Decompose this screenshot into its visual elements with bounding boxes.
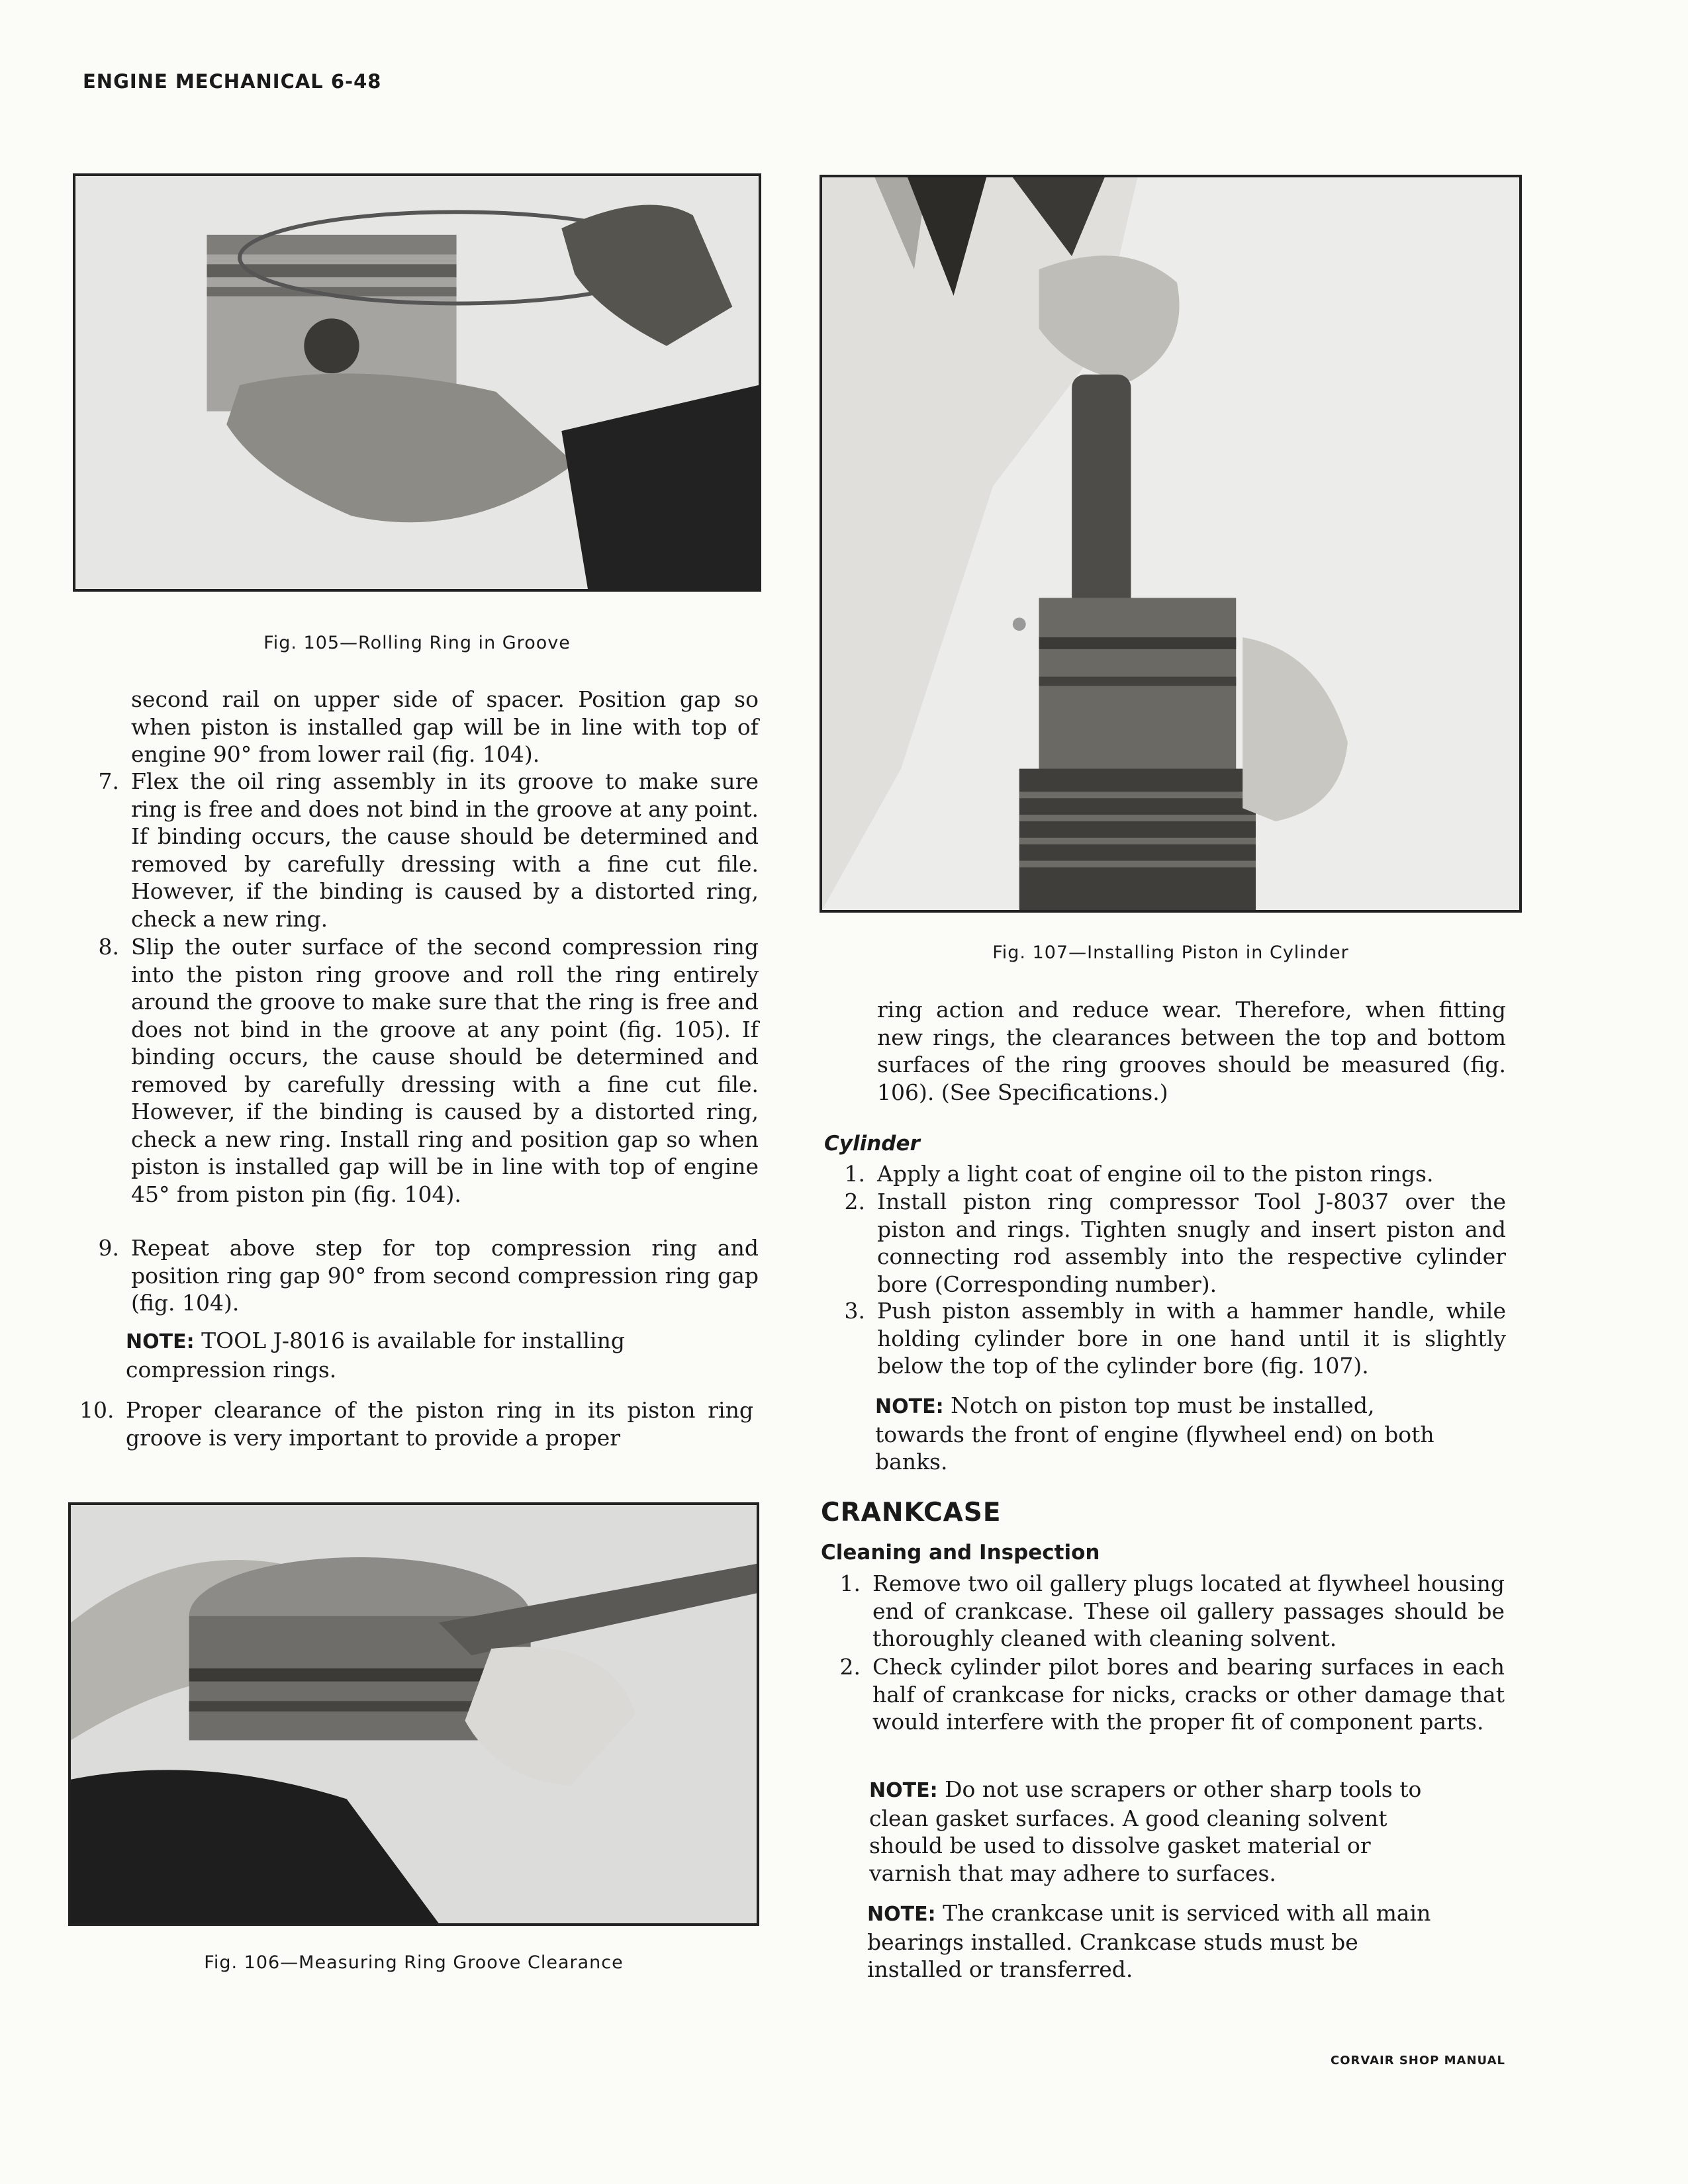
cylinder-step-2 xyxy=(844,1188,1506,1298)
left-note xyxy=(126,1327,708,1383)
step-number: 10. xyxy=(79,1397,115,1423)
page-header: ENGINE MECHANICAL 6-48 xyxy=(83,70,382,93)
fig-107-caption: Fig. 107—Installing Piston in Cylinder xyxy=(992,942,1349,963)
step-9 xyxy=(98,1234,759,1317)
note-text: Notch on piston top must be installed, towards the front of engine (flywheel end) on both banks. xyxy=(875,1392,1434,1475)
note-label: NOTE: xyxy=(126,1330,195,1353)
fig-107-photo xyxy=(820,175,1522,913)
step-number: 3. xyxy=(844,1298,865,1324)
step-text: Proper clearance of the piston ring in its piston ring groove is very important to provide a proper xyxy=(126,1397,753,1451)
step-text: Remove two oil gallery plugs located at flywheel housing end of crankcase. These oil gallery passages should be thoroughly cleaned with cleaning solvent. xyxy=(872,1570,1505,1651)
fig-105-caption: Fig. 105—Rolling Ring in Groove xyxy=(263,633,571,653)
note-text: Do not use scrapers or other sharp tools to clean gasket surfaces. A good cleaning solvent should be used to dissolve gasket material or varnish that may adhere to surfaces. xyxy=(869,1776,1422,1886)
step-10 xyxy=(79,1396,753,1451)
step-text: Push piston assembly in with a hammer handle, while holding cylinder bore in one hand until it is slightly below the top of the cylinder bore (fig. 107). xyxy=(877,1298,1506,1379)
note-label: NOTE: xyxy=(867,1903,936,1926)
step-text: Install piston ring compressor Tool J-8037 over the piston and rings. Tighten snugly and insert piston and connecting rod assembly into the respective cylinder bore (Corresponding number). xyxy=(877,1189,1506,1297)
step-8 xyxy=(98,933,759,1208)
cylinder-step-3 xyxy=(844,1297,1506,1380)
crankcase-note-1 xyxy=(869,1776,1452,1887)
crankcase-step-1 xyxy=(839,1570,1505,1653)
left-continued-text: second rail on upper side of spacer. Position gap so when piston is installed gap will be in line with top of engine 90° from lower rail (fig. 104). xyxy=(131,686,759,767)
step-text: Check cylinder pilot bores and bearing surfaces in each half of crankcase for nicks, cracks or other damage that would interfere with the proper fit of component parts. xyxy=(872,1654,1505,1735)
note-label: NOTE: xyxy=(869,1779,938,1802)
step-number: 2. xyxy=(839,1654,861,1680)
step-number: 2. xyxy=(844,1189,865,1214)
step-text: Apply a light coat of engine oil to the piston rings. xyxy=(877,1161,1434,1187)
step-number: 8. xyxy=(98,934,119,960)
step-text: Slip the outer surface of the second compression ring into the piston ring groove and roll the ring entirely around the groove to make sure that the ring is free and does not bind in the groove at any point (fig. 105). If binding occurs, the cause should be determined and removed by carefully dressing with a fine cut file. However, if the binding is caused by a distorted ring, check a new ring. Install ring and position gap so when piston is installed gap will be in line with top of engine 45° from piston pin (fig. 104). xyxy=(131,934,759,1207)
step-number: 1. xyxy=(839,1570,861,1596)
note-text: TOOL J-8016 is available for installing compression rings. xyxy=(126,1328,625,1383)
step-number: 1. xyxy=(844,1161,865,1187)
step-number: 7. xyxy=(98,768,119,794)
cylinder-step-1 xyxy=(844,1160,1506,1188)
fig-106-caption: Fig. 106—Measuring Ring Groove Clearance xyxy=(204,1952,624,1973)
cylinder-heading: Cylinder xyxy=(824,1132,920,1156)
step-7 xyxy=(98,768,759,933)
note-label: NOTE: xyxy=(875,1395,944,1418)
cylinder-note xyxy=(875,1392,1458,1476)
crankcase-step-2 xyxy=(839,1653,1505,1736)
step-text: Flex the oil ring assembly in its groove to make sure ring is free and does not bind in the groove at any point. If binding occurs, the cause should be determined and removed by carefully dressing with a fine cut file. However, if the binding is caused by a distorted ring, check a new ring. xyxy=(131,768,759,932)
crankcase-note-2 xyxy=(867,1899,1450,1983)
fig-106-photo xyxy=(68,1502,759,1926)
right-continued-text: ring action and reduce wear. Therefore, when fitting new rings, the clearances between the top and bottom surfaces of the ring grooves should be measured (fig. 106). (See Specifications.) xyxy=(877,997,1506,1105)
step-number: 9. xyxy=(98,1235,119,1261)
fig-105-photo xyxy=(73,173,761,592)
note-text: The crankcase unit is serviced with all main bearings installed. Crankcase studs must be installed or transferred. xyxy=(867,1900,1431,1982)
cleaning-inspection-heading: Cleaning and Inspection xyxy=(821,1541,1100,1565)
step-text: Repeat above step for top compression ring and position ring gap 90° from second compression ring gap (fig. 104). xyxy=(131,1235,759,1316)
page-footer: CORVAIR SHOP MANUAL xyxy=(1331,2054,1505,2068)
crankcase-heading: CRANKCASE xyxy=(821,1498,1002,1527)
